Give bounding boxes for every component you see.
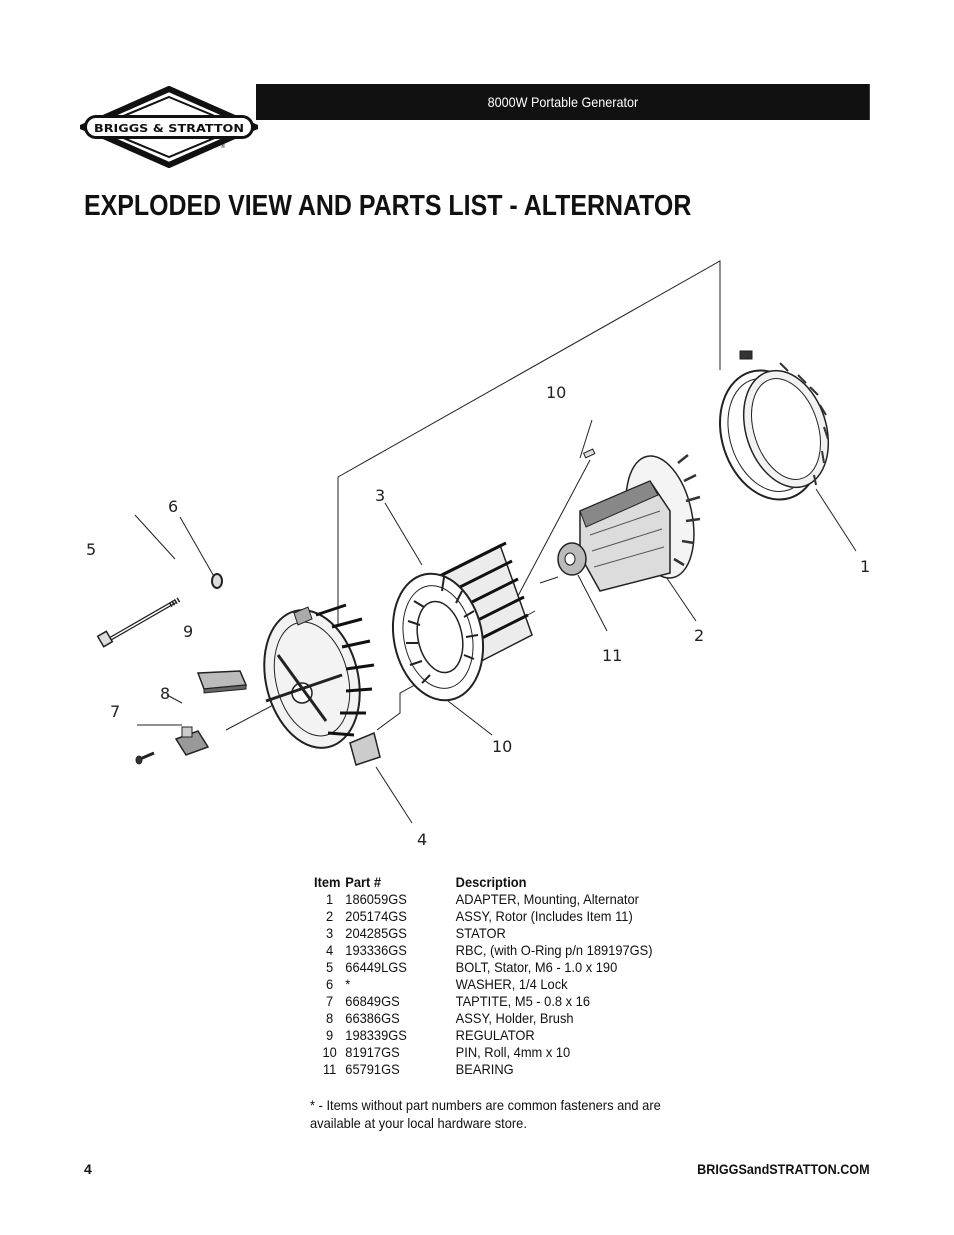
- item-number: 2: [326, 908, 334, 924]
- brush-holder-drawing: [176, 727, 208, 755]
- exploded-view-diagram: [80, 255, 880, 855]
- item-number: 7: [326, 993, 334, 1009]
- table-row: [314, 1010, 653, 1027]
- table-row: [314, 1027, 653, 1044]
- rotor-assembly-drawing: [558, 450, 704, 591]
- brand-logo: [80, 86, 258, 168]
- part-description: RBC, (with O-Ring p/n 189197GS): [455, 942, 653, 958]
- part-number: 186059GS: [345, 891, 407, 907]
- page-number: 4: [84, 1161, 92, 1177]
- callout-number: 5: [86, 540, 97, 559]
- part-number: *: [345, 976, 351, 992]
- alignment-line: [540, 577, 558, 583]
- table-row: [314, 1044, 653, 1061]
- part-number: 198339GS: [345, 1027, 407, 1043]
- callout-number: 6: [168, 497, 179, 516]
- callout-number: 8: [160, 684, 171, 703]
- table-row: [314, 925, 653, 942]
- callout-number: 3: [375, 486, 386, 505]
- footnote: [310, 1096, 696, 1132]
- lock-washer-drawing: [212, 574, 222, 588]
- part-description: ASSY, Rotor (Includes Item 11): [455, 908, 633, 924]
- item-number: 3: [326, 925, 334, 941]
- header-bar: [256, 84, 870, 120]
- callout-number: 11: [602, 646, 623, 665]
- stator-bolt-drawing: [98, 599, 180, 647]
- regulator-drawing: [198, 671, 246, 693]
- part-description: TAPTITE, M5 - 0.8 x 16: [455, 993, 591, 1009]
- parts-list-table: [314, 874, 653, 1078]
- parts-list-header-row: [314, 874, 653, 891]
- part-description: ASSY, Holder, Brush: [455, 1010, 574, 1026]
- table-row: [314, 908, 653, 925]
- part-number: 205174GS: [345, 908, 407, 924]
- item-number: 10: [322, 1044, 337, 1060]
- part-number: 65791GS: [345, 1061, 400, 1077]
- item-number: 9: [326, 1027, 334, 1043]
- part-description: REGULATOR: [455, 1027, 535, 1043]
- mounting-adapter-drawing: [704, 351, 843, 513]
- part-description: WASHER, 1/4 Lock: [455, 976, 568, 992]
- callout-number: 10: [546, 383, 567, 402]
- part-number: 204285GS: [345, 925, 407, 941]
- part-number: 81917GS: [345, 1044, 400, 1060]
- callout-number: 2: [694, 626, 705, 645]
- table-row: [314, 942, 653, 959]
- table-row: [314, 891, 653, 908]
- item-number: 5: [326, 959, 334, 975]
- footnote-line: * - Items without part numbers are common fasteners and are: [310, 1097, 661, 1113]
- taptite-screw-drawing: [136, 753, 154, 764]
- part-description: ADAPTER, Mounting, Alternator: [455, 891, 639, 907]
- table-row: [314, 959, 653, 976]
- part-number: 66449LGS: [345, 959, 407, 975]
- callout-number: 1: [860, 557, 871, 576]
- callout-number: 7: [110, 702, 121, 721]
- item-number: 4: [326, 942, 334, 958]
- part-description: BEARING: [455, 1061, 514, 1077]
- website-url: BRIGGSandSTRATTON.COM: [697, 1161, 870, 1177]
- part-description: BOLT, Stator, M6 - 1.0 x 190: [455, 959, 618, 975]
- part-description: STATOR: [455, 925, 506, 941]
- callout-number: 9: [183, 622, 194, 641]
- column-header-part-number: Part #: [345, 874, 382, 890]
- page-title: EXPLODED VIEW AND PARTS LIST - ALTERNATOR: [84, 190, 692, 222]
- column-header-description: Description: [455, 874, 527, 890]
- item-number: 8: [326, 1010, 334, 1026]
- part-number: 66849GS: [345, 993, 400, 1009]
- part-number: 193336GS: [345, 942, 407, 958]
- rbc-end-bell-drawing: [250, 600, 380, 765]
- stator-drawing: [382, 543, 532, 709]
- callout-number: 10: [492, 737, 513, 756]
- table-row: [314, 976, 653, 993]
- item-number: 1: [326, 891, 334, 907]
- item-number: 11: [322, 1061, 337, 1077]
- part-description: PIN, Roll, 4mm x 10: [455, 1044, 571, 1060]
- svg-text:®: ®: [220, 143, 226, 150]
- callout-number: 4: [417, 830, 428, 849]
- product-title: 8000W Portable Generator: [487, 94, 639, 110]
- part-number: 66386GS: [345, 1010, 400, 1026]
- footnote-line: available at your local hardware store.: [310, 1115, 527, 1131]
- roll-pin-drawing: [584, 449, 595, 458]
- item-number: 6: [326, 976, 334, 992]
- alignment-line: [510, 460, 590, 611]
- column-header-item: Item: [314, 874, 341, 890]
- table-row: [314, 1061, 653, 1078]
- table-row: [314, 993, 653, 1010]
- brand-logo-text: BRIGGS & STRATTON: [94, 122, 244, 135]
